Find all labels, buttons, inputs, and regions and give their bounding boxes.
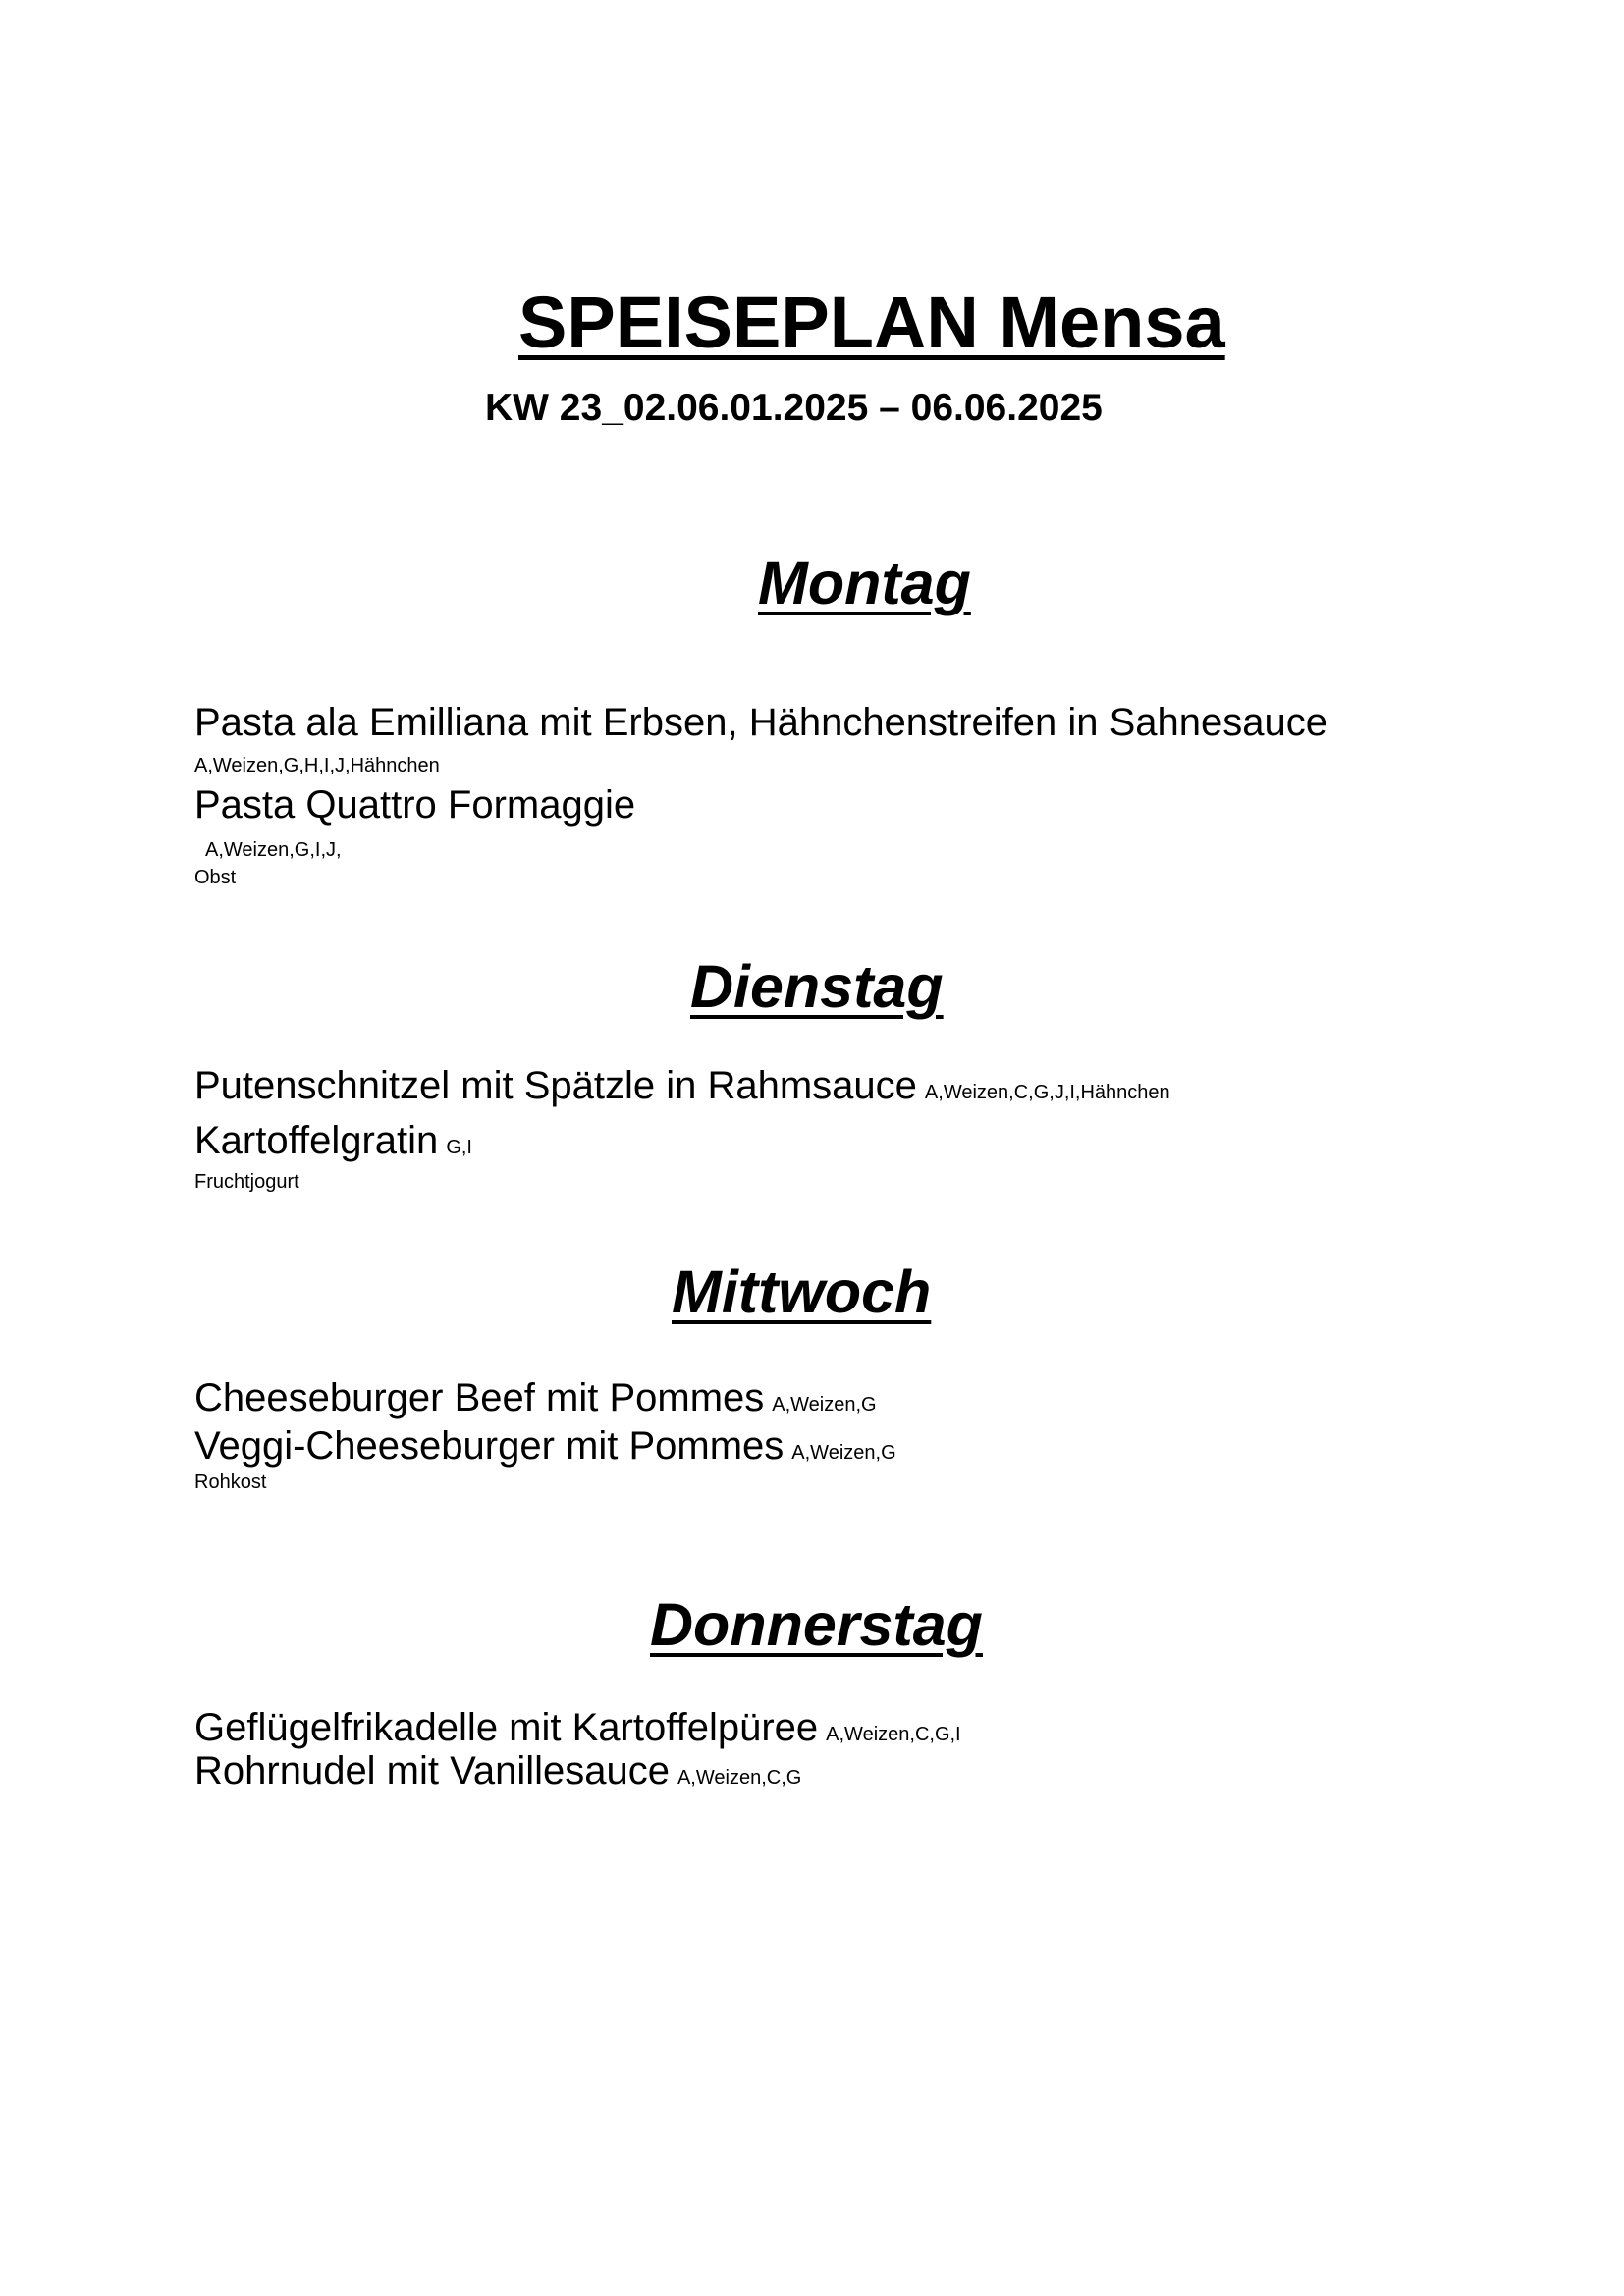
allergens-dienstag-1: A,Weizen,C,G,J,I,Hähnchen bbox=[924, 1082, 1170, 1103]
dish-dienstag-2-label: Kartoffelgratin bbox=[194, 1119, 439, 1162]
extra-montag: Obst bbox=[194, 867, 237, 888]
dish-dienstag-1-label: Putenschnitzel mit Spätzle in Rahmsauce bbox=[194, 1064, 917, 1107]
dish-montag-1: Pasta ala Emilliana mit Erbsen, Hähnchenstreifen in Sahnesauce bbox=[194, 701, 1327, 744]
dish-dienstag-2 bbox=[194, 1121, 472, 1160]
day-heading-dienstag: Dienstag bbox=[690, 953, 944, 1020]
allergens-mittwoch-2: A,Weizen,G bbox=[791, 1442, 896, 1464]
extra-dienstag: Fruchtjogurt bbox=[194, 1171, 299, 1193]
dish-donnerstag-1-label: Geflügelfrikadelle mit Kartoffelpüree bbox=[194, 1706, 819, 1749]
dish-donnerstag-1 bbox=[194, 1708, 961, 1747]
dish-donnerstag-2 bbox=[194, 1751, 801, 1790]
allergens-montag-2: A,Weizen,G,I,J, bbox=[205, 839, 342, 861]
dish-mittwoch-2 bbox=[194, 1426, 896, 1466]
allergens-montag-1: A,Weizen,G,H,I,J,Hähnchen bbox=[194, 755, 440, 776]
day-heading-montag: Montag bbox=[758, 550, 971, 616]
day-heading-mittwoch: Mittwoch bbox=[672, 1258, 932, 1325]
page-title: SPEISEPLAN Mensa bbox=[518, 282, 1225, 363]
dish-donnerstag-2-label: Rohrnudel mit Vanillesauce bbox=[194, 1749, 670, 1792]
allergens-dienstag-2: G,I bbox=[446, 1137, 472, 1158]
extra-mittwoch: Rohkost bbox=[194, 1471, 267, 1493]
day-heading-donnerstag: Donnerstag bbox=[650, 1591, 983, 1658]
allergens-donnerstag-2: A,Weizen,C,G bbox=[677, 1767, 802, 1789]
week-range: KW 23_02.06.01.2025 – 06.06.2025 bbox=[485, 387, 1103, 429]
dish-mittwoch-1-label: Cheeseburger Beef mit Pommes bbox=[194, 1376, 765, 1419]
allergens-mittwoch-1: A,Weizen,G bbox=[772, 1394, 877, 1415]
dish-mittwoch-2-label: Veggi-Cheeseburger mit Pommes bbox=[194, 1424, 785, 1468]
dish-dienstag-1 bbox=[194, 1066, 1170, 1105]
allergens-donnerstag-1: A,Weizen,C,G,I bbox=[826, 1724, 961, 1745]
dish-montag-2: Pasta Quattro Formaggie bbox=[194, 783, 636, 827]
dish-mittwoch-1 bbox=[194, 1378, 877, 1417]
